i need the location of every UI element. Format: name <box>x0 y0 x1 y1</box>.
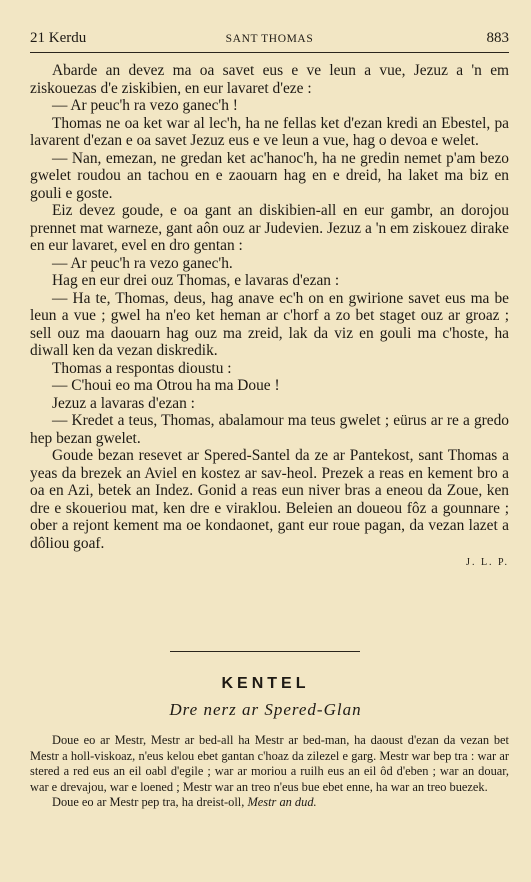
running-header <box>30 30 509 54</box>
emphasis-text: Mestr an dud. <box>247 795 317 809</box>
section-heading: KENTEL <box>221 675 310 692</box>
lesson-paragraph <box>30 795 509 811</box>
paragraph: Goude bezan resevet ar Spered-Santel da ze ar Pantekost, sant Thomas a yeas da brezek an Aviel en kostez ar sav-heol. Prezek a reas en kement bro a oa en Azi, betek an Indez. Gonid a reas eun niver bras a eneou da Zoue, ken dre e skoueriou mat, ken dre e viraklou. Beleien an doueou fôz a gounnare ; ober a rejont kement ma oe kondaonet, gant eur roue pagan, da vezan lazet a dôliou goaf. <box>30 447 509 552</box>
paragraph: Thomas a respontas dioustu : <box>52 359 232 377</box>
lesson-paragraph: Doue eo ar Mestr, Mestr ar bed-all ha Mestr ar bed-man, ha daoust d'ezan da vezan bet Mestr a holl-viskoaz, n'eus kelou ebet gantan c'hoaz da zilezel e garg. Mestr war bep tra : war ar stered a red eus an eil oabl d'egile ; war ar moriou a ruilh eus an eil ôd d'eben ; war an douar, war e drevajou, war e loened ; Mestr war an treo n'eus bue ebet enne, ha war an treo buezek. <box>30 733 509 794</box>
page-number: 883 <box>486 30 509 46</box>
paragraph: — Ar peuc'h ra vezo ganec'h. <box>52 254 233 272</box>
lesson-text <box>30 733 509 811</box>
section-divider <box>170 651 360 652</box>
paragraph: — Ar peuc'h ra vezo ganec'h ! <box>52 97 238 114</box>
lesson-text-run: Doue eo ar Mestr pep tra, ha dreist-oll, <box>52 795 248 809</box>
paragraph: — Nan, emezan, ne gredan ket ac'hanoc'h, ha ne gredin nemet p'am bezo gwelet roudou an tachou en e zaouarn hag en e dreid, ha laket ma biz en gouli e goste. <box>30 149 509 202</box>
main-text <box>30 62 509 572</box>
paragraph: Abarde an devez ma oa savet eus e ve leun a vue, Jezuz a 'n em ziskouezas d'e ziskibien, en eur lavaret d'eze : <box>30 62 509 97</box>
header-left-text: 21 Kerdu <box>30 30 87 46</box>
paragraph: — Ha te, Thomas, deus, hag anave ec'h on en gwirione savet eus ma be leun a vue ; gwel ha n'eo ket heman ar c'horf a zo bet staget ouz ar groaz ; sell ouz ma daouarn hag ouz ma zreid, lak da viz en gouli ma c'hoste, ha diwall ken da vezan diskredik. <box>30 289 509 359</box>
author-signature: J. L. P. <box>466 557 509 568</box>
paragraph: Thomas ne oa ket war al lec'h, ha ne fellas ket d'ezan kredi an Ebestel, pa lavarent d'ezan e oa savet Jezuz eus e ve leun a vue, hag o devoa e welet. <box>30 114 509 149</box>
paragraph: Hag en eur drei ouz Thomas, e lavaras d'ezan : <box>52 272 340 289</box>
paragraph: — C'houi eo ma Otrou ha ma Doue ! <box>52 377 280 394</box>
section-subtitle: Dre nerz ar Spered-Glan <box>169 700 362 719</box>
paragraph: Jezuz a lavaras d'ezan : <box>52 394 195 412</box>
paragraph: — Kredet a teus, Thomas, abalamour ma teus gwelet ; eürus ar re a gredo hep bezan gwelet. <box>30 412 509 447</box>
header-rule <box>30 52 509 53</box>
header-title: SANT THOMAS <box>225 33 314 45</box>
paragraph: Eiz devez goude, e oa gant an diskibien-all en eur gambr, an dorojou prennet mat warneze, gant aôn ouz ar Judevien. Jezuz a 'n em ziskouez dirake en eur lavaret, evel en dro gentan : <box>30 202 509 254</box>
